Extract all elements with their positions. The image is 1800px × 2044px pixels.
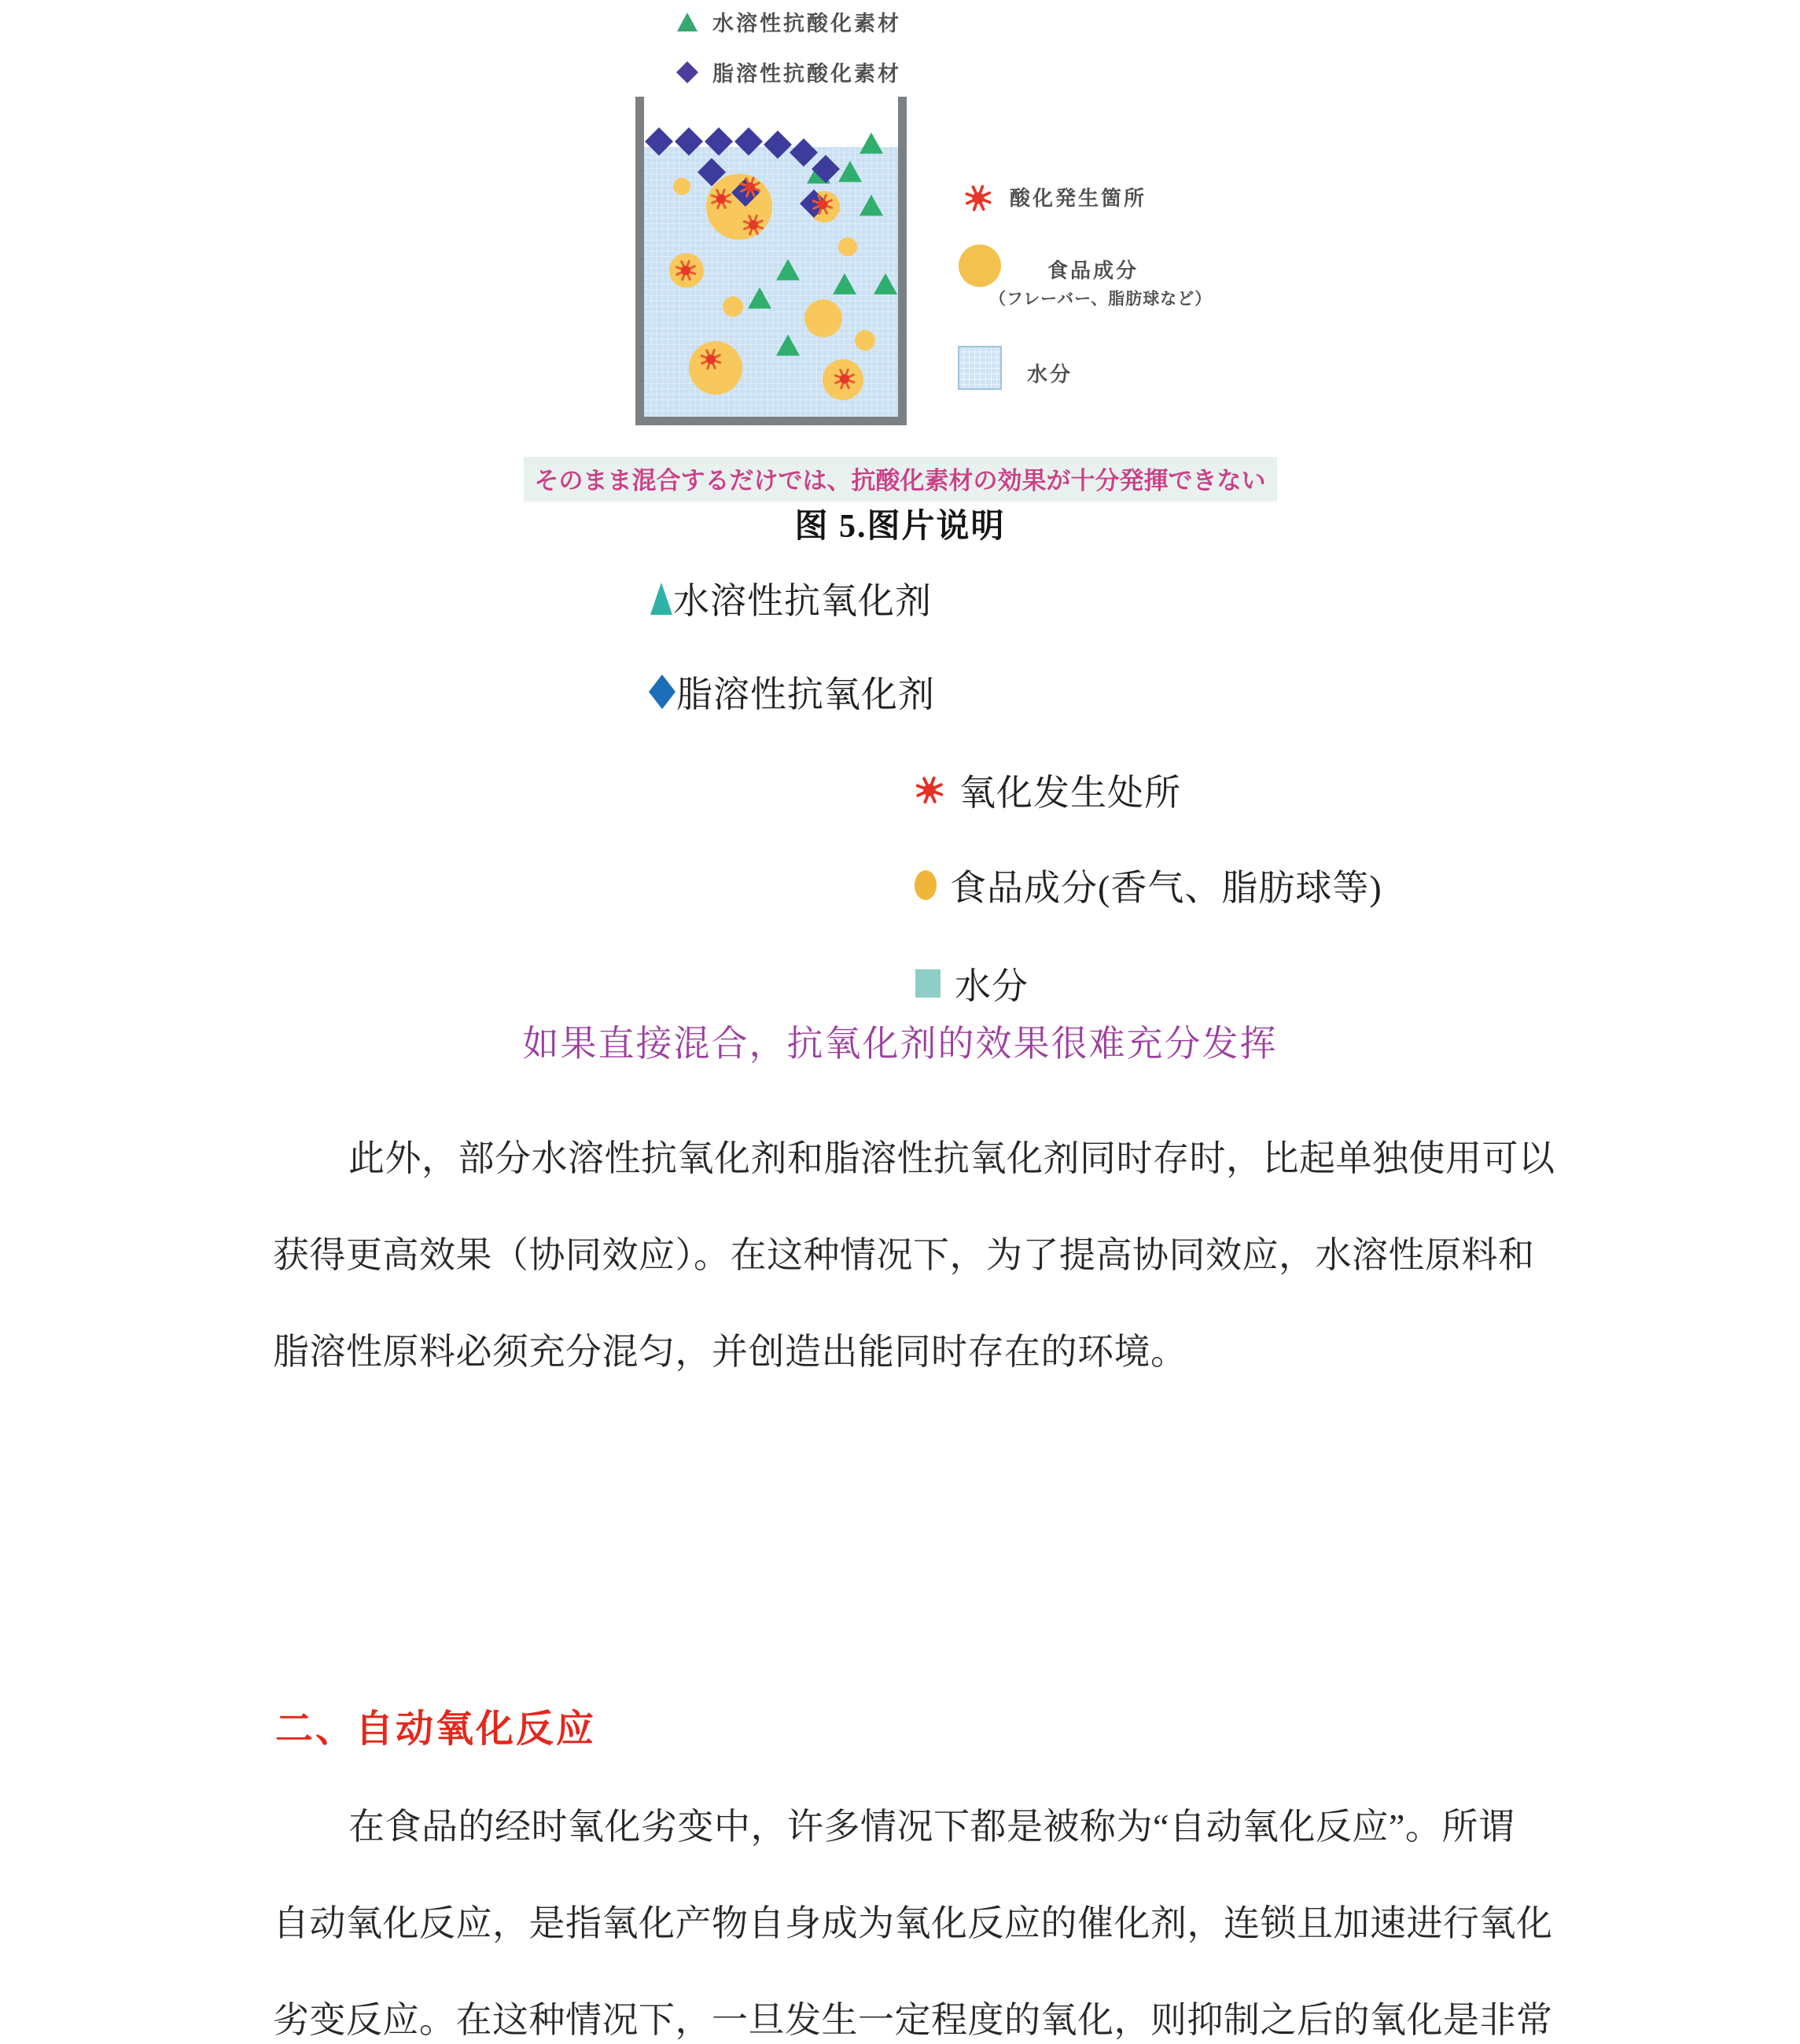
cn-legend-label: 食品成分(香气、脂肪球等) — [950, 868, 1382, 908]
cn-starburst-marker — [918, 778, 942, 803]
cn-legend-label: 水溶性抗氧化剂 — [673, 581, 932, 621]
beaker-wall-right — [898, 97, 907, 425]
jp-legend-water-label: 水分 — [1027, 362, 1073, 386]
square-icon — [915, 969, 940, 998]
paragraph-line: 自动氧化反应，是指氧化产物自身成为氧化反应的催化剂，连锁且加速进行氧化 — [273, 1903, 1553, 1943]
circle-icon — [914, 869, 937, 901]
paragraph-line: 获得更高效果（协同效应）。在这种情况下，为了提高协同效应，水溶性原料和 — [273, 1235, 1535, 1275]
jp-legend-water-soluble — [676, 6, 901, 37]
circle-icon — [958, 244, 1002, 288]
starburst-icon — [961, 181, 996, 215]
paragraph-line: 此外，部分水溶性抗氧化剂和脂溶性抗氧化剂同时存时，比起单独使用可以 — [348, 1138, 1555, 1178]
paragraph-2 — [273, 1778, 1553, 2044]
jp-legend-label: 脂溶性抗酸化素材 — [712, 62, 901, 86]
paragraph-line: 脂溶性原料必须充分混匀，并创造出能同时存在的环境。 — [273, 1332, 1187, 1372]
cn-conclusion-text: 如果直接混合，抗氧化剂的效果很难充分发挥 — [522, 1024, 1278, 1064]
cn-legend-oxidation — [912, 764, 1181, 816]
paragraph-line: 在食品的经时氧化劣变中，许多情况下都是被称为“自动氧化反应”。所谓 — [348, 1807, 1515, 1847]
diamond-icon — [648, 674, 676, 710]
jp-starburst-marker — [966, 186, 989, 209]
figure-caption: 图 5.图片说明 — [794, 509, 1006, 545]
section-heading: 二、自动氧化反应 — [275, 1708, 597, 1750]
jp-conclusion-line — [0, 457, 1800, 502]
starburst-icon — [912, 771, 947, 809]
jp-legend-food-label: 食品成分 — [1047, 259, 1139, 282]
cn-legend-water-soluble — [650, 572, 932, 624]
triangle-icon — [650, 581, 673, 616]
jp-conclusion-text: そのまま混合するだけでは、抗酸化素材の効果が十分発揮できない — [524, 457, 1277, 502]
triangle-icon — [676, 12, 698, 32]
jp-legend-food-sublabel: （フレーバー、脂肪球など） — [989, 290, 1213, 308]
beaker-diagram — [629, 97, 912, 431]
beaker-wall-bottom — [635, 417, 907, 425]
square-icon — [958, 346, 1002, 390]
cn-legend-fat-soluble — [648, 666, 935, 718]
cn-legend-label: 水分 — [955, 966, 1029, 1006]
jp-legend-oxidation-label: 酸化発生箇所 — [1010, 186, 1147, 210]
jp-legend-label: 水溶性抗酸化素材 — [712, 12, 901, 35]
cn-legend-food — [914, 859, 1382, 911]
beaker-wall-left — [635, 97, 644, 425]
cn-legend-label: 氧化发生处所 — [959, 773, 1181, 813]
diamond-icon — [676, 61, 698, 83]
jp-legend-fat-soluble — [676, 57, 901, 87]
cn-legend-water — [915, 958, 1029, 1009]
cn-legend-label: 脂溶性抗氧化剂 — [676, 675, 935, 715]
paragraph-1 — [273, 1110, 1555, 1400]
paragraph-line: 劣变反应。在这种情况下，一旦发生一定程度的氧化，则抑制之后的氧化是非常 — [273, 2000, 1553, 2040]
